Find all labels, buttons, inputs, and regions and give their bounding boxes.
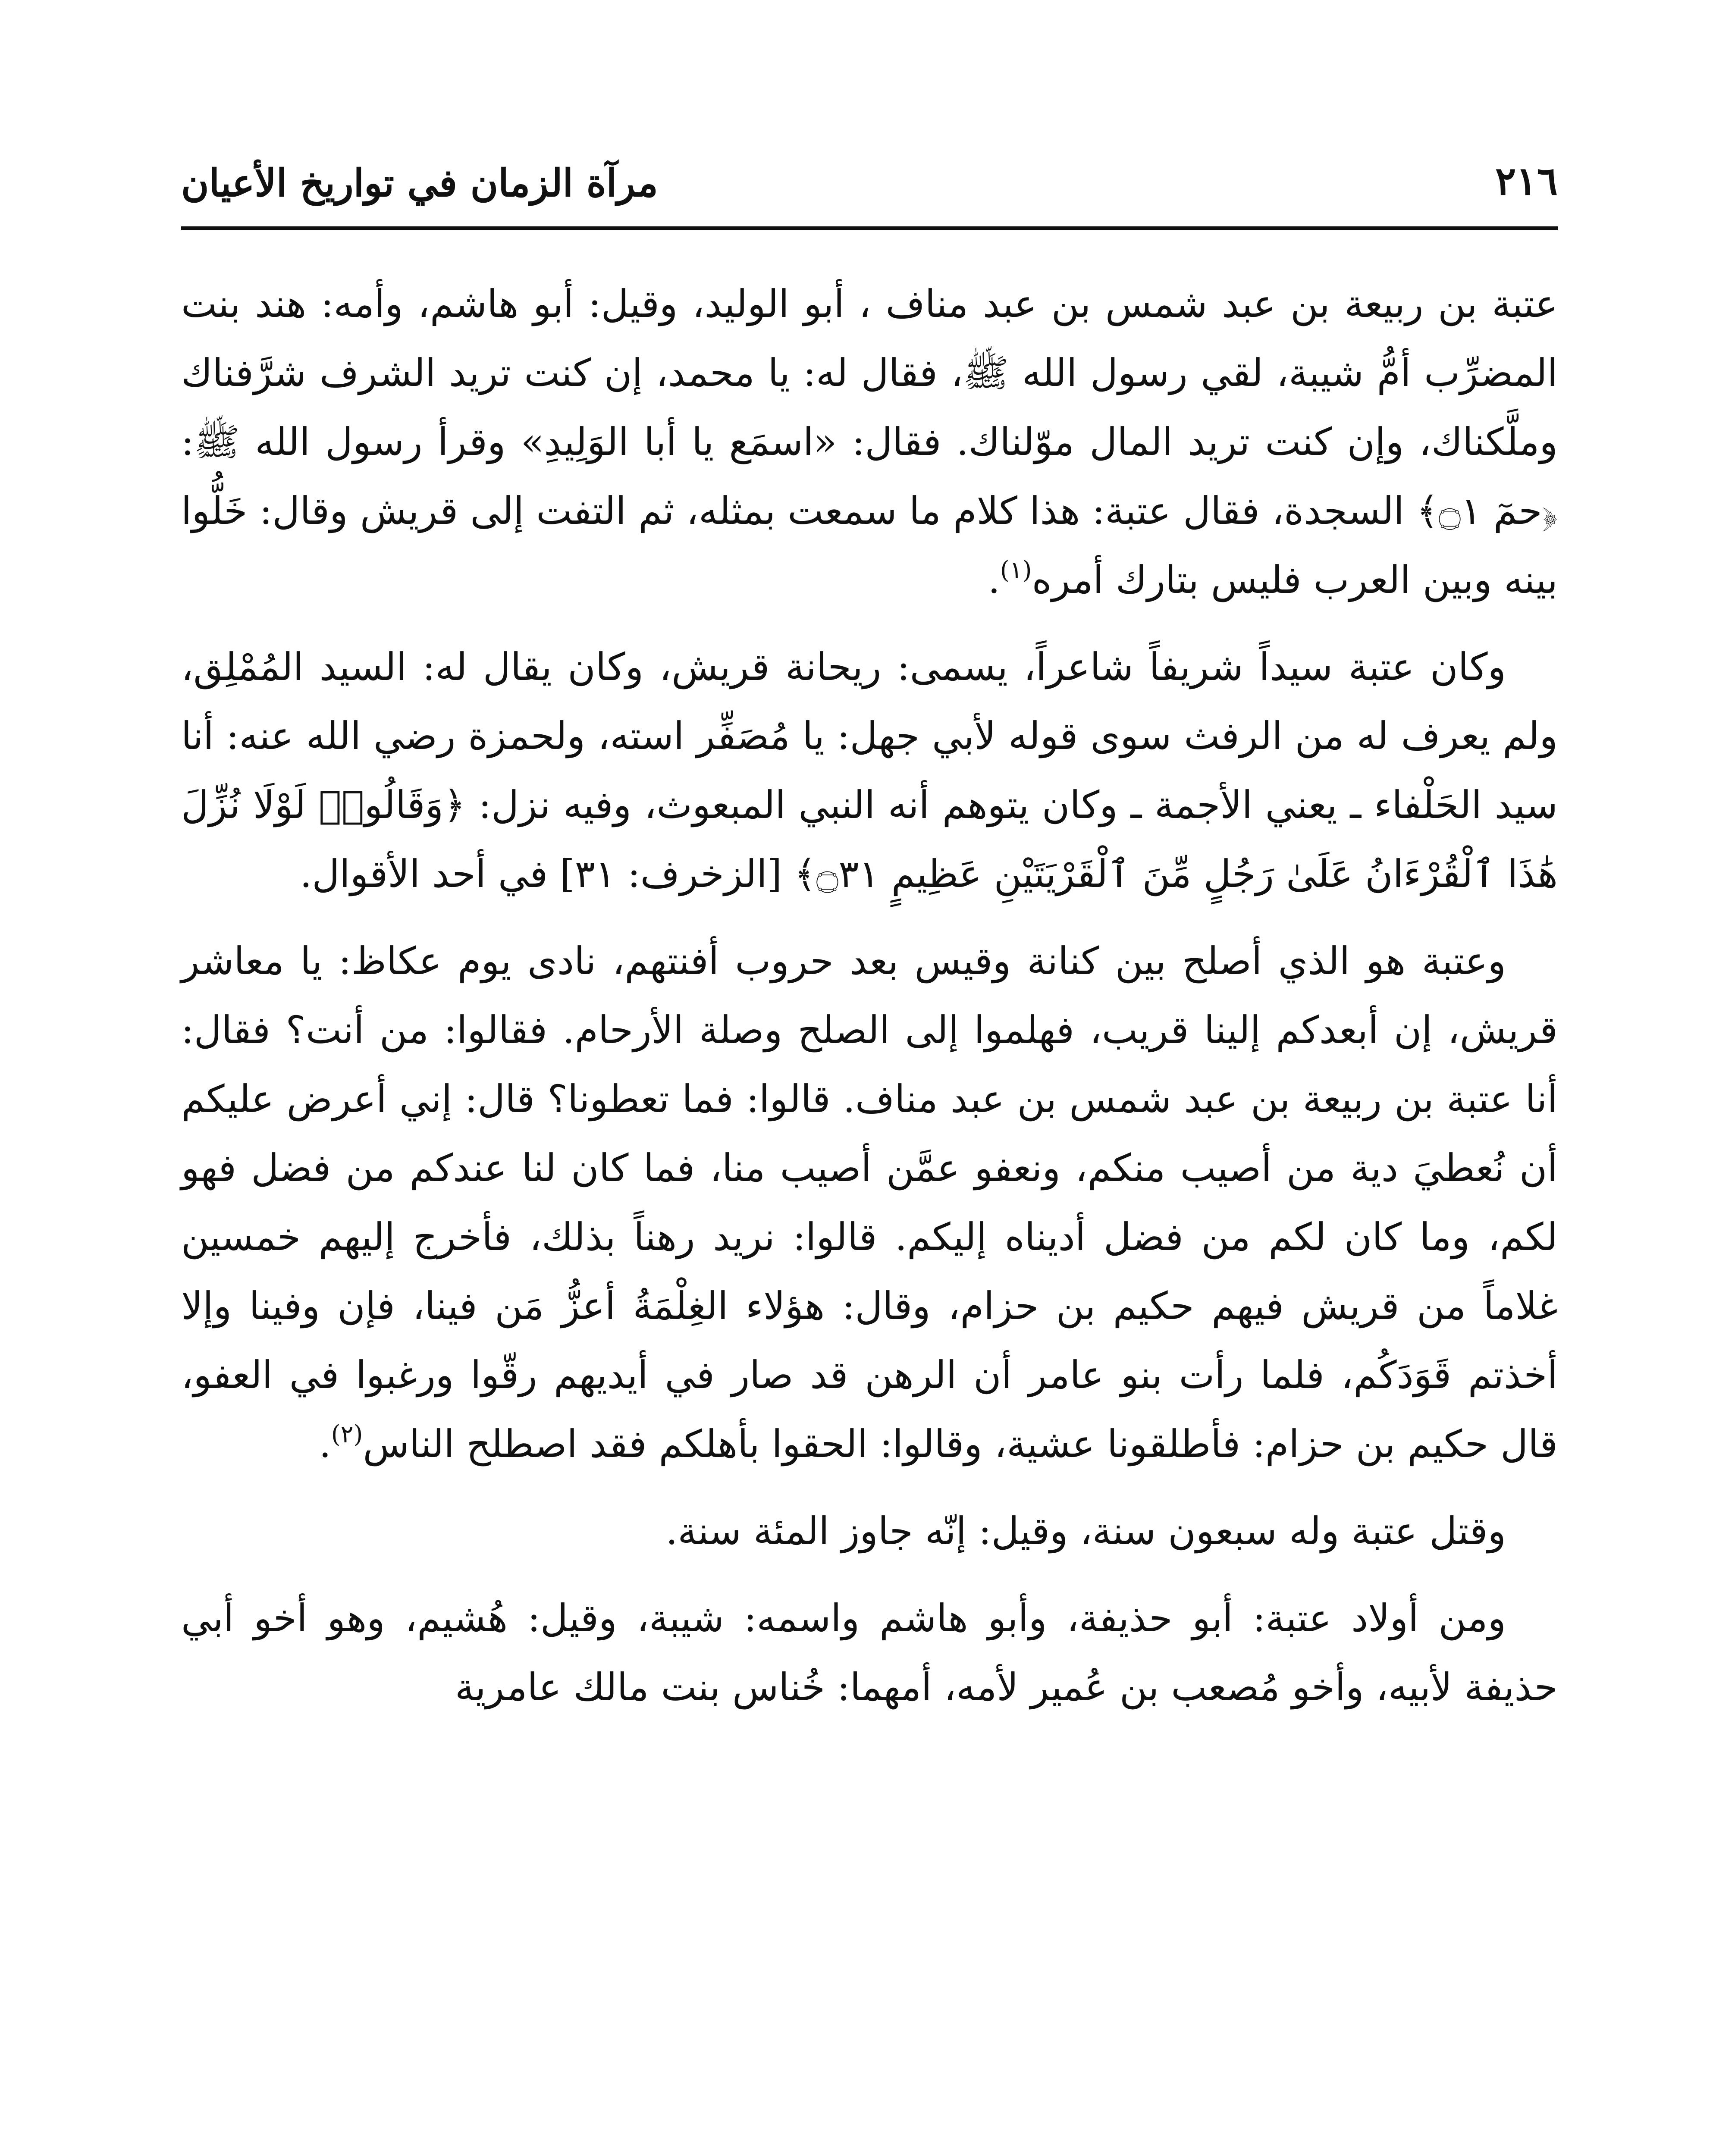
paragraph-3-end: .: [319, 1422, 331, 1466]
main-text: [181, 270, 1558, 1740]
paragraph-1-text: عتبة بن ربيعة بن عبد شمس بن عبد مناف ، أبو الوليد، وقيل: أبو هاشم، وأمه: هند بنت المضرِّب أمُّ شيبة، لقي رسول الله ﷺ، فقال له: يا محمد، إن كنت تريد الشرف شرَّفناك وملَّكناك، وإن كنت تريد المال موّلناك. فقال: «اسمَع يا أبا الوَلِيدِ» وقرأ رسول الله ﷺ: ﴿حمٓ ۝١﴾ السجدة، فقال عتبة: هذا كلام ما سمعت بمثله، ثم التفت إلى قريش وقال: خَلُّوا بينه وبين العرب فليس بتارك أمره: [181, 282, 1558, 602]
header-rule: [181, 226, 1558, 230]
paragraph-5-text: ومن أولاد عتبة: أبو حذيفة، وأبو هاشم واسمه: شيبة، وقيل: هُشيم، وهو أخو أبي حذيفة لأبيه، وأخو مُصعب بن عُمير لأمه، أمهما: خُناس بنت مالك عامرية: [181, 1596, 1558, 1709]
footnote-ref-2: (٢): [331, 1420, 363, 1448]
paragraph-2-text: وكان عتبة سيداً شريفاً شاعراً، يسمى: ريحانة قريش، وكان يقال له: السيد المُمْلِق، ولم يعرف له من الرفث سوى قوله لأبي جهل: يا مُصَفِّر استه، ولحمزة رضي الله عنه: أنا سيد الحَلْفاء ـ يعني الأجمة ـ وكان يتوهم أنه النبي المبعوث، وفيه نزل: ﴿وَقَالُوا۟ لَوْلَا نُزِّلَ هَٰذَا ٱلْقُرْءَانُ عَلَىٰ رَجُلٍ مِّنَ ٱلْقَرْيَتَيْنِ عَظِيمٍ ۝٣١﴾ [الزخرف: ٣١] في أحد الأقوال.: [181, 645, 1558, 896]
paragraph-3: [181, 927, 1558, 1479]
paragraph-4-text: وقتل عتبة وله سبعون سنة، وقيل: إنّه جاوز المئة سنة.: [665, 1509, 1506, 1553]
footnote-ref-1: (١): [1000, 556, 1032, 584]
page-header: [181, 158, 1558, 235]
paragraph-5: [181, 1584, 1558, 1722]
paragraph-1-end: .: [988, 558, 1000, 602]
paragraph-3-text: وعتبة هو الذي أصلح بين كنانة وقيس بعد حروب أفنتهم، نادى يوم عكاظ: يا معاشر قريش، إن أبعدكم إلينا قريب، فهلموا إلى الصلح وصلة الأرحام. فقالوا: من أنت؟ فقال: أنا عتبة بن ربيعة بن عبد شمس بن عبد مناف. قالوا: فما تعطونا؟ قال: إني أعرض عليكم أن نُعطيَ دية من أصيب منكم، ونعفو عمَّن أصيب منا، فما كان لنا عندكم من فضل فهو لكم، وما كان لكم من فضل أديناه إليكم. قالوا: نريد رهناً بذلك، فأخرج إليهم خمسين غلاماً من قريش فيهم حكيم بن حزام، وقال: هؤلاء الغِلْمَةُ أعزُّ مَن فينا، فإن وفينا وإلا أخذتم قَوَدَكُم، فلما رأت بنو عامر أن الرهن قد صار في أيديهم رقّوا ورغبوا في العفو، قال حكيم بن حزام: فأطلقونا عشية، وقالوا: الحقوا بأهلكم فقد اصطلح الناس: [181, 939, 1558, 1466]
page-number: ٢١٦: [1495, 158, 1558, 204]
paragraph-1: [181, 270, 1558, 614]
running-title: مرآة الزمان في تواريخ الأعيان: [181, 160, 658, 205]
paragraph-4: [181, 1497, 1558, 1566]
paragraph-2: [181, 633, 1558, 909]
